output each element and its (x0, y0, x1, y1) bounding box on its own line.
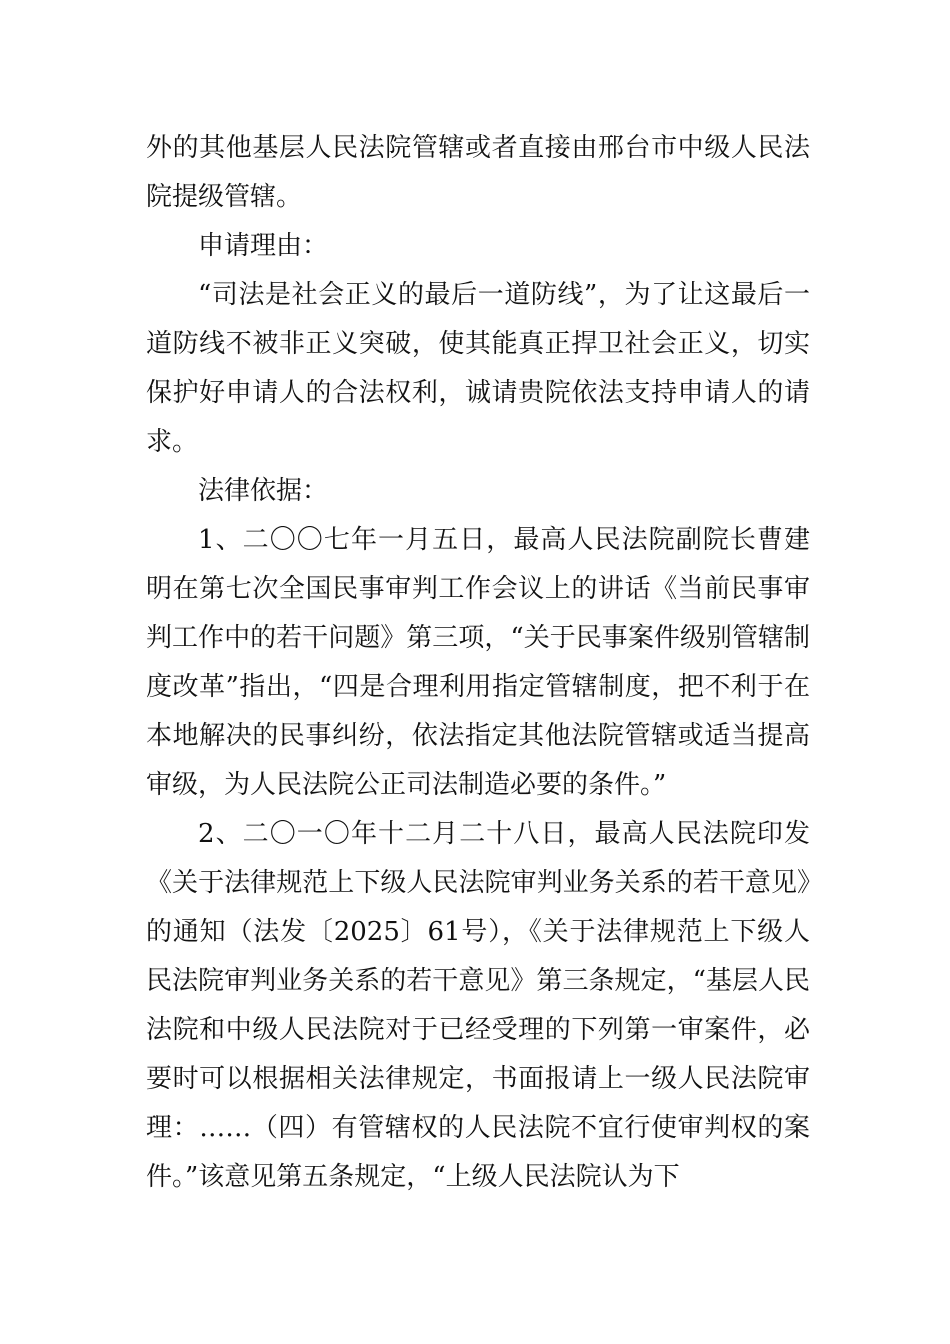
paragraph-legal-basis-2: 2、二〇一〇年十二月二十八日，最高人民法院印发《关于法律规范上下级人民法院审判业务关系的若干意见》的通知（法发〔2025〕61号），《关于法律规范上下级人民法院审判业务关系的若干意见》第三条规定，“基层人民法院和中级人民法院对于已经受理的下列第一审案件，必要时可以根据相关法律规定，书面报请上一级人民法院审理：……（四）有管辖权的人民法院不宜行使审判权的案件。”该意见第五条规定，“上级人民法院认为下 (146, 819, 810, 1192)
document-body (146, 124, 810, 1202)
paragraph-continuation: 外的其他基层人民法院管辖或者直接由邢台市中级人民法院提级管辖。 (146, 133, 810, 212)
paragraph-reasons: “司法是社会正义的最后一道防线”，为了让这最后一道防线不被非正义突破，使其能真正捍卫社会正义，切实保护好申请人的合法权利，诚请贵院依法支持申请人的请求。 (146, 280, 810, 457)
heading-legal-basis: 法律依据： (198, 476, 329, 506)
heading-application-reasons: 申请理由： (198, 231, 329, 261)
paragraph-legal-basis-1: 1、二〇〇七年一月五日，最高人民法院副院长曹建明在第七次全国民事审判工作会议上的讲话《当前民事审判工作中的若干问题》第三项，“关于民事案件级别管辖制度改革”指出，“四是合理利用指定管辖制度，把不利于在本地解决的民事纠纷，依法指定其他法院管辖或适当提高审级，为人民法院公正司法制造必要的条件。” (146, 525, 810, 800)
